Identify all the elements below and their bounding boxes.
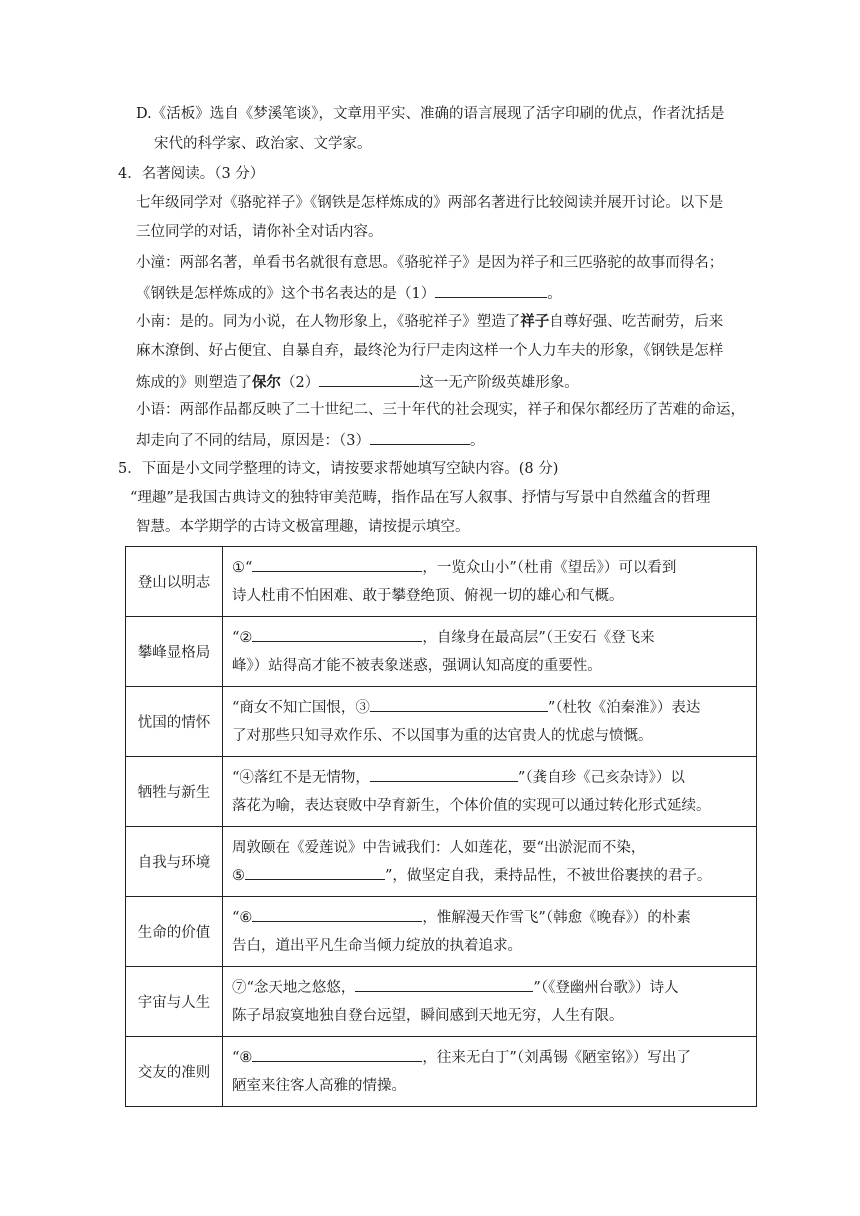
- row-content: [223, 827, 757, 897]
- poem-blank-4[interactable]: [370, 766, 518, 782]
- row-text: ⑤: [232, 867, 245, 884]
- row-theme: 宇宙与人生: [126, 967, 223, 1037]
- xiaotong-line2-end: 。: [547, 286, 562, 302]
- row-theme: 生命的价值: [126, 897, 223, 967]
- table-row: [126, 617, 757, 687]
- xiaoyu-line2-text: 却走向了不同的结局，原因是：（3）: [136, 433, 370, 449]
- row-text: ”（《登幽州台歌》）诗人: [533, 979, 679, 996]
- row-text: “商女不知亡国恨，③: [232, 699, 370, 716]
- row-text: “⑧: [232, 1049, 253, 1066]
- row-theme: 牺牲与新生: [126, 757, 223, 827]
- xiaonan-line3-text: 炼成的》则塑造了: [136, 375, 252, 391]
- poem-blank-1[interactable]: [252, 556, 422, 572]
- row-text: 陋室来往客人高雅的情操。: [232, 1077, 406, 1094]
- q5-intro-line2: 智慧。本学期学的古诗文极富理趣，请按提示填空。: [136, 519, 470, 535]
- q5-intro-line1: “理趣”是我国古典诗文的独特审美范畴，指作品在写人叙事、抒情与写景中自然蕴含的哲理: [130, 490, 711, 506]
- row-theme: 登山以明志: [126, 547, 223, 617]
- poetry-fill-table: [125, 546, 757, 1107]
- row-text: ，往来无白丁”（刘禹锡《陋室铭》）写出了: [422, 1049, 691, 1066]
- answer-blank-3[interactable]: [370, 429, 470, 445]
- table-row: [126, 687, 757, 757]
- xiaoyu-line2-end: 。: [469, 433, 485, 449]
- row-content: [223, 617, 757, 687]
- xiaoyu-line1: 小语：两部作品都反映了二十世纪二、三十年代的社会现实，祥子和保尔都经历了苦难的命运，: [136, 402, 745, 418]
- row-content: [223, 1037, 757, 1107]
- table-row: [126, 757, 757, 827]
- row-content: [223, 687, 757, 757]
- xiaonan-line3-num: （2）: [281, 375, 320, 391]
- row-text: 告白，道出平凡生命当倾力绽放的执着追求。: [232, 937, 522, 954]
- row-content: [223, 547, 757, 617]
- row-text: ，惟解漫天作雪飞”（韩愈《晚春》）的朴素: [422, 909, 691, 926]
- row-text: “④落红不是无情物，: [232, 769, 370, 786]
- answer-blank-1[interactable]: [435, 282, 547, 298]
- table-row: [126, 1037, 757, 1107]
- xiaonan-line1: [136, 312, 723, 332]
- answer-blank-2[interactable]: [319, 371, 419, 387]
- row-content: [223, 757, 757, 827]
- row-theme: 交友的准则: [126, 1037, 223, 1107]
- row-text: 峰》）站得高才能不被表象迷惑，强调认知高度的重要性。: [232, 657, 602, 674]
- xiangzi-keyword: 祥子: [520, 314, 550, 330]
- xiaotong-line2: [136, 282, 562, 304]
- table-row: [126, 967, 757, 1037]
- option-d-line1: D.《活板》选自《梦溪笔谈》，文章用平实、准确的语言展现了活字印刷的优点，作者沈括是: [136, 106, 725, 122]
- poem-blank-6[interactable]: [252, 906, 422, 922]
- table-row: [126, 827, 757, 897]
- xiaonan-line1-text: 小南：是的。同为小说，在人物形象上，《骆驼祥子》塑造了: [136, 314, 521, 330]
- baoer-keyword: 保尔: [252, 375, 281, 391]
- xiaoyu-line2: [136, 429, 484, 451]
- row-text: ，自缘身在最高层”（王安石《登飞来: [422, 629, 655, 646]
- row-theme: 忧国的情怀: [126, 687, 223, 757]
- row-text: 诗人杜甫不怕困难、敢于攀登绝顶、俯视一切的雄心和气概。: [232, 587, 624, 604]
- table-row: [126, 547, 757, 617]
- option-d-line2: 宋代的科学家、政治家、文学家。: [154, 136, 372, 152]
- xiaonan-line2: 麻木潦倒、好占便宜、自暴自弃，最终沦为行尸走肉这样一个人力车夫的形象，《钢铁是怎样: [136, 343, 724, 359]
- row-text: “⑥: [232, 909, 253, 926]
- poem-blank-5[interactable]: [245, 864, 385, 880]
- q5-heading: 5．下面是小文同学整理的诗文，请按要求帮她填写空缺内容。(8 分): [118, 461, 559, 477]
- row-text: 了对那些只知寻欢作乐、不以国事为重的达官贵人的忧虑与愤慨。: [232, 727, 653, 744]
- row-text: ”，做坚定自我，秉持品性，不被世俗裹挟的君子。: [385, 867, 712, 884]
- row-content: [223, 897, 757, 967]
- row-theme: 攀峰显格局: [126, 617, 223, 687]
- poem-blank-2[interactable]: [252, 626, 422, 642]
- q4-intro-line1: 七年级同学对《骆驼祥子》《钢铁是怎样炼成的》两部名著进行比较阅读并展开讨论。以下是: [136, 195, 724, 211]
- row-text: 落花为喻，表达衰败中孕育新生，个体价值的实现可以通过转化形式延续。: [232, 797, 711, 814]
- xiaotong-line1: 小潼：两部名著，单看书名就很有意思。《骆驼祥子》是因为祥子和三匹骆驼的故事而得名；: [136, 255, 724, 271]
- xiaonan-line1-end: 自尊好强、吃苦耐劳，后来: [549, 314, 724, 330]
- q4-intro-line2: 三位同学的对话，请你补全对话内容。: [136, 224, 383, 240]
- row-text: ”（龚自珍《己亥杂诗》）以: [517, 769, 685, 786]
- xiaotong-line2-text: 《钢铁是怎样炼成的》这个书名表达的是（1）: [136, 286, 436, 302]
- xiaonan-line3: [136, 371, 579, 393]
- row-theme: 自我与环境: [126, 827, 223, 897]
- row-content: [223, 967, 757, 1037]
- xiaonan-line3-end: 这一无产阶级英雄形象。: [419, 375, 579, 391]
- row-text: ①“: [232, 559, 253, 576]
- poem-blank-3[interactable]: [370, 696, 548, 712]
- row-text: “②: [232, 629, 253, 646]
- table-row: [126, 897, 757, 967]
- row-text: ，一览众山小”（杜甫《望岳》）可以看到: [422, 559, 677, 576]
- row-text: ”（杜牧《泊秦淮》）表达: [547, 699, 701, 716]
- poem-blank-8[interactable]: [252, 1046, 422, 1062]
- q4-heading: 4．名著阅读。（3 分）: [118, 166, 265, 182]
- poem-blank-7[interactable]: [355, 976, 533, 992]
- row-text: 周敦颐在《爱莲说》中告诫我们：人如莲花，要“出淤泥而不染，: [232, 839, 646, 856]
- row-text: 陈子昂寂寞地独自登台远望，瞬间感到天地无穷，人生有限。: [232, 1007, 624, 1024]
- row-text: ⑦“念天地之悠悠，: [232, 979, 356, 996]
